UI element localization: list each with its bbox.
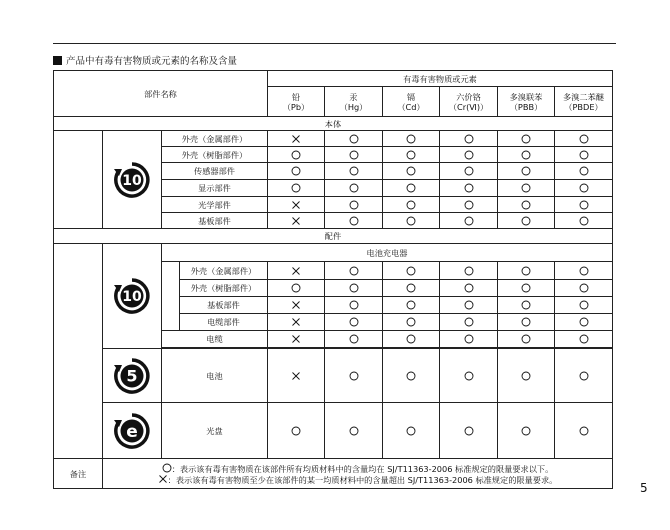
cross-mark-icon	[291, 200, 301, 210]
circle-mark-icon	[464, 317, 474, 327]
substance-mark-cell	[268, 197, 325, 213]
substance-mark-cell	[555, 262, 613, 280]
notes-label: 备注	[54, 459, 103, 489]
substance-mark-cell	[268, 163, 325, 180]
circle-mark-icon	[521, 216, 531, 226]
circle-mark-icon	[579, 183, 589, 193]
circle-mark-icon	[521, 426, 531, 436]
circle-mark-icon	[464, 283, 474, 293]
substance-mark-cell	[440, 314, 498, 331]
circle-mark-icon	[579, 371, 589, 381]
substance-mark-cell	[325, 403, 383, 459]
circle-mark-icon	[291, 426, 301, 436]
circle-mark-icon	[579, 300, 589, 310]
substance-mark-cell	[268, 131, 325, 147]
substance-mark-cell	[440, 297, 498, 314]
circle-mark-icon	[521, 317, 531, 327]
circle-mark-icon	[349, 200, 359, 210]
substance-mark-cell	[383, 403, 440, 459]
circle-mark-icon	[464, 200, 474, 210]
circle-mark-icon	[349, 283, 359, 293]
top-rule	[53, 43, 616, 44]
circle-mark-icon	[579, 134, 589, 144]
substance-mark-cell	[383, 280, 440, 297]
header-substance: 多溴二苯醚 （PBDE）	[555, 87, 613, 117]
header-part-name: 部件名称	[54, 71, 268, 117]
cross-mark-icon	[158, 474, 168, 484]
substance-mark-cell	[268, 297, 325, 314]
battery-logo-cell	[103, 349, 162, 403]
header-substance: 铅 （Pb）	[268, 87, 325, 117]
circle-mark-icon	[406, 266, 416, 276]
substance-mark-cell	[498, 163, 555, 180]
circle-mark-icon	[349, 334, 359, 344]
substance-mark-cell	[268, 180, 325, 197]
circle-mark-icon	[579, 200, 589, 210]
substance-mark-cell	[440, 349, 498, 403]
circle-mark-icon	[464, 426, 474, 436]
substance-mark-cell	[498, 331, 555, 348]
substance-mark-cell	[325, 314, 383, 331]
charger-logo-cell	[103, 244, 162, 349]
substance-mark-cell	[440, 163, 498, 180]
substance-mark-cell	[498, 403, 555, 459]
circle-mark-icon	[464, 216, 474, 226]
substance-mark-cell	[383, 131, 440, 147]
substance-mark-cell	[440, 197, 498, 213]
substance-mark-cell	[498, 349, 555, 403]
svg-text:5: 5	[126, 366, 138, 385]
part-name: 电缆	[162, 331, 268, 348]
circle-mark-icon	[521, 334, 531, 344]
cross-mark-icon	[291, 300, 301, 310]
part-name: 光学部件	[162, 197, 268, 213]
circle-mark-icon	[521, 150, 531, 160]
circle-mark-icon	[464, 183, 474, 193]
substance-mark-cell	[440, 262, 498, 280]
circle-mark-icon	[406, 166, 416, 176]
substance-mark-cell	[555, 280, 613, 297]
circle-mark-icon	[521, 300, 531, 310]
table-title	[53, 56, 237, 68]
substance-mark-cell	[383, 262, 440, 280]
cross-mark-icon	[291, 334, 301, 344]
header-substance: 镉 （Cd）	[383, 87, 440, 117]
circle-mark-icon	[349, 216, 359, 226]
circle-mark-icon	[579, 283, 589, 293]
part-name: 电缆部件	[180, 314, 268, 331]
substance-mark-cell	[268, 262, 325, 280]
circle-mark-icon	[349, 183, 359, 193]
header-hazard-group: 有毒有害物质或元素	[268, 71, 613, 87]
substance-mark-cell	[498, 147, 555, 163]
circle-mark-icon	[464, 300, 474, 310]
substance-mark-cell	[555, 314, 613, 331]
substance-mark-cell	[498, 213, 555, 229]
substance-mark-cell	[325, 297, 383, 314]
circle-mark-icon	[521, 266, 531, 276]
substance-mark-cell	[325, 197, 383, 213]
header-substance: 汞 （Hg）	[325, 87, 383, 117]
circle-mark-icon	[579, 166, 589, 176]
svg-text:10: 10	[122, 172, 142, 189]
circle-mark-icon	[406, 183, 416, 193]
substance-mark-cell	[383, 314, 440, 331]
circle-mark-icon	[406, 200, 416, 210]
part-name: 外壳（树脂部件）	[162, 147, 268, 163]
substance-mark-cell	[440, 131, 498, 147]
substance-mark-cell	[555, 213, 613, 229]
substance-mark-cell	[555, 180, 613, 197]
circle-mark-icon	[406, 134, 416, 144]
substance-mark-cell	[383, 147, 440, 163]
svg-text:10: 10	[122, 289, 142, 305]
circle-mark-icon	[579, 426, 589, 436]
circle-mark-icon	[349, 371, 359, 381]
substance-mark-cell	[383, 331, 440, 348]
circle-mark-icon	[406, 334, 416, 344]
cross-icon	[158, 475, 168, 485]
substance-mark-cell	[325, 163, 383, 180]
epup-10-icon	[112, 276, 152, 316]
substance-mark-cell	[383, 163, 440, 180]
circle-mark-icon	[406, 300, 416, 310]
part-name: 光盘	[162, 403, 268, 459]
substance-mark-cell	[325, 349, 383, 403]
part-name: 基板部件	[162, 213, 268, 229]
group-indent	[54, 244, 103, 459]
circle-mark-icon	[406, 371, 416, 381]
substance-mark-cell	[555, 147, 613, 163]
substance-mark-cell	[383, 213, 440, 229]
circle-mark-icon	[406, 426, 416, 436]
part-name: 传感器部件	[162, 163, 268, 180]
circle-mark-icon	[464, 266, 474, 276]
substance-mark-cell	[498, 280, 555, 297]
circle-mark-icon	[579, 266, 589, 276]
circle-mark-icon	[349, 166, 359, 176]
circle-mark-icon	[349, 134, 359, 144]
circle-mark-icon	[579, 334, 589, 344]
note-circle-line: ：表示该有毒有害物质在该部件所有均质材料中的含量均在 SJ/T11363-2006 标准规定的限量要求以下。	[103, 463, 612, 474]
circle-mark-icon	[406, 317, 416, 327]
circle-mark-icon	[349, 266, 359, 276]
circle-icon	[162, 464, 172, 474]
substance-mark-cell	[498, 131, 555, 147]
substance-mark-cell	[325, 280, 383, 297]
note-cross-line: ：表示该有毒有害物质至少在该部件的某一均质材料中的含量超出 SJ/T11363-2006 标准规定的限量要求。	[103, 474, 612, 485]
substance-mark-cell	[383, 349, 440, 403]
group-indent	[54, 131, 103, 229]
header-substance: 六价铬 （Cr(Ⅵ)）	[440, 87, 498, 117]
circle-mark-icon	[406, 150, 416, 160]
circle-mark-icon	[521, 183, 531, 193]
substance-mark-cell	[498, 180, 555, 197]
circle-mark-icon	[349, 150, 359, 160]
circle-mark-icon	[521, 166, 531, 176]
substance-mark-cell	[440, 403, 498, 459]
circle-mark-icon	[579, 216, 589, 226]
substance-mark-cell	[383, 197, 440, 213]
circle-mark-icon	[464, 166, 474, 176]
group-label-body: 本体	[54, 117, 613, 131]
substance-mark-cell	[555, 297, 613, 314]
substance-mark-cell	[325, 262, 383, 280]
cross-mark-icon	[291, 216, 301, 226]
circle-mark-icon	[162, 463, 172, 473]
circle-mark-icon	[464, 371, 474, 381]
svg-text:e: e	[126, 421, 138, 442]
substance-mark-cell	[498, 297, 555, 314]
circle-mark-icon	[406, 283, 416, 293]
page-number: 5	[640, 481, 648, 495]
circle-mark-icon	[291, 166, 301, 176]
group-label-accessory: 配件	[54, 229, 613, 244]
substance-mark-cell	[555, 403, 613, 459]
circle-mark-icon	[291, 150, 301, 160]
circle-mark-icon	[291, 283, 301, 293]
subgroup-indent	[162, 262, 180, 331]
substance-mark-cell	[268, 147, 325, 163]
circle-mark-icon	[579, 317, 589, 327]
part-name: 电池	[162, 349, 268, 403]
cross-mark-icon	[291, 134, 301, 144]
substance-mark-cell	[440, 180, 498, 197]
substance-mark-cell	[440, 331, 498, 348]
substance-mark-cell	[268, 349, 325, 403]
substance-mark-cell	[268, 403, 325, 459]
substance-mark-cell	[440, 147, 498, 163]
cross-mark-icon	[291, 266, 301, 276]
cross-mark-icon	[291, 317, 301, 327]
header-substance: 多溴联苯 （PBB）	[498, 87, 555, 117]
part-name-charger: 电池充电器	[162, 244, 613, 262]
circle-mark-icon	[349, 300, 359, 310]
part-name: 外壳（树脂部件）	[180, 280, 268, 297]
epup-5-icon	[112, 356, 152, 396]
substance-mark-cell	[498, 314, 555, 331]
title-text: 产品中有毒有害物质或元素的名称及含量	[66, 56, 238, 67]
square-bullet-icon	[53, 56, 62, 65]
substance-mark-cell	[440, 213, 498, 229]
substance-mark-cell	[268, 314, 325, 331]
epup-e-icon	[112, 411, 152, 451]
substance-mark-cell	[325, 213, 383, 229]
circle-mark-icon	[464, 150, 474, 160]
circle-mark-icon	[521, 283, 531, 293]
part-name: 显示部件	[162, 180, 268, 197]
part-name: 基板部件	[180, 297, 268, 314]
circle-mark-icon	[406, 216, 416, 226]
circle-mark-icon	[464, 334, 474, 344]
circle-mark-icon	[579, 150, 589, 160]
circle-mark-icon	[521, 371, 531, 381]
circle-mark-icon	[521, 200, 531, 210]
substance-mark-cell	[325, 147, 383, 163]
substance-mark-cell	[268, 213, 325, 229]
substance-mark-cell	[325, 180, 383, 197]
substance-mark-cell	[555, 197, 613, 213]
substance-mark-cell	[268, 280, 325, 297]
circle-mark-icon	[349, 317, 359, 327]
body-logo-cell	[103, 131, 162, 229]
circle-mark-icon	[291, 183, 301, 193]
part-name: 外壳（金属部件）	[162, 131, 268, 147]
substance-mark-cell	[383, 297, 440, 314]
epup-10-icon	[112, 160, 152, 200]
circle-mark-icon	[521, 134, 531, 144]
substance-mark-cell	[383, 180, 440, 197]
disc-logo-cell	[103, 403, 162, 459]
hazard-table	[53, 70, 613, 489]
substance-mark-cell	[268, 331, 325, 348]
part-name: 外壳（金属部件）	[180, 262, 268, 280]
substance-mark-cell	[325, 331, 383, 348]
circle-mark-icon	[349, 426, 359, 436]
circle-mark-icon	[464, 134, 474, 144]
substance-mark-cell	[325, 131, 383, 147]
notes-text	[103, 459, 613, 489]
substance-mark-cell	[555, 163, 613, 180]
cross-mark-icon	[291, 371, 301, 381]
substance-mark-cell	[555, 349, 613, 403]
substance-mark-cell	[555, 131, 613, 147]
substance-mark-cell	[498, 197, 555, 213]
substance-mark-cell	[498, 262, 555, 280]
substance-mark-cell	[440, 280, 498, 297]
substance-mark-cell	[555, 331, 613, 348]
